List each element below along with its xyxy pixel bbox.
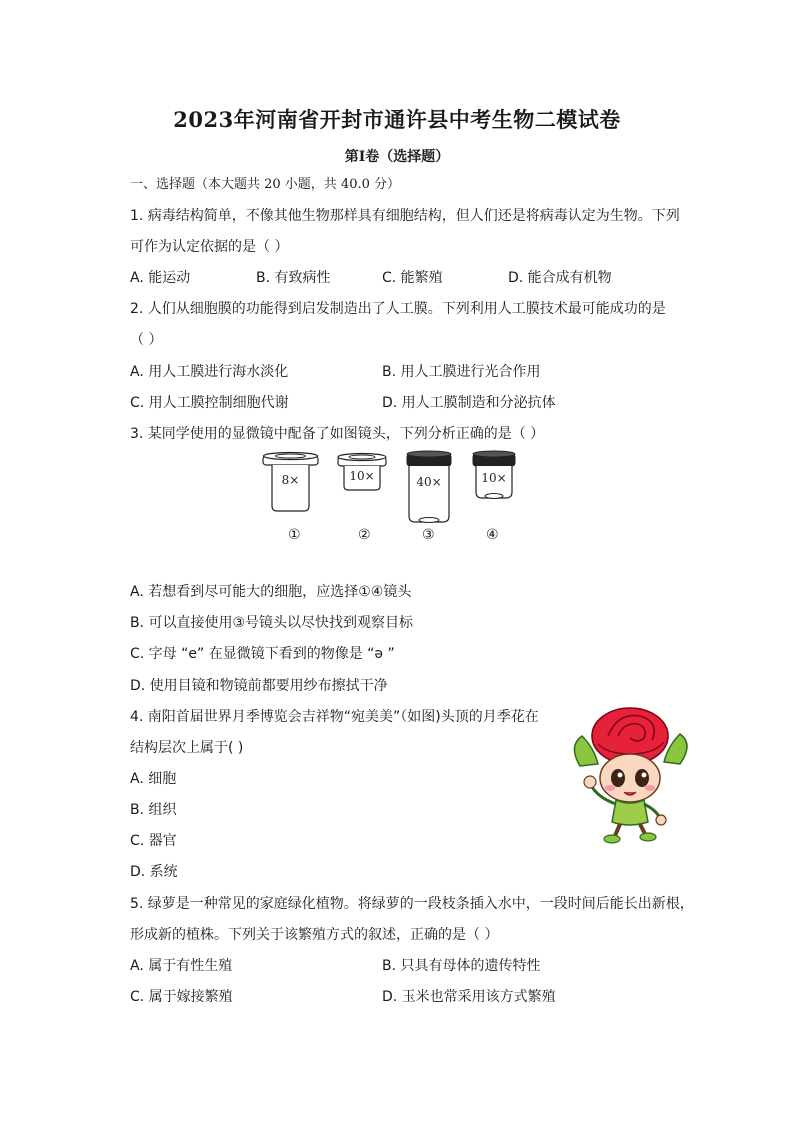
q3-stem: 3. 某同学使用的显微镜中配备了如图镜头，下列分析正确的是（ ） — [130, 426, 545, 442]
q2-option-a[interactable]: A. 用人工膜进行海水淡化 — [130, 364, 289, 380]
q1-option-b[interactable]: B. 有致病性 — [256, 270, 331, 286]
q2-option-b[interactable]: B. 用人工膜进行光合作用 — [382, 364, 541, 380]
volume-heading: 第Ⅰ卷（选择题） — [344, 149, 450, 165]
q1-option-a[interactable]: A. 能运动 — [130, 270, 191, 286]
lens-3-objective — [407, 451, 451, 523]
q4-option-d[interactable]: D. 系统 — [130, 864, 178, 880]
lens-2-number: ② — [358, 527, 371, 543]
q2-option-d[interactable]: D. 用人工膜制造和分泌抗体 — [382, 395, 556, 411]
lens-2-label: 10× — [349, 469, 375, 483]
q4-stem-line1: 4. 南阳首届世界月季博览会吉祥物“宛美美”（如图)头顶的月季花在 — [130, 709, 539, 725]
rose-mascot-image — [568, 706, 694, 844]
q3-option-c[interactable]: C. 字母 “e” 在显微镜下看到的物像是 “ə ” — [130, 646, 395, 662]
q3-option-a[interactable]: A. 若想看到尽可能大的细胞，应选择①④镜头 — [130, 584, 412, 600]
lens-3-number: ③ — [422, 527, 435, 543]
q1-stem-line2: 可作为认定依据的是（ ） — [130, 239, 289, 255]
q5-option-b[interactable]: B. 只具有母体的遗传特性 — [382, 958, 541, 974]
section-heading: 一、选择题（本大题共 20 小题，共 40.0 分） — [130, 177, 401, 192]
lens-4-objective — [473, 451, 515, 499]
page-title: 2023年河南省开封市通许县中考生物二模试卷 — [173, 107, 621, 132]
q4-stem-line2: 结构层次上属于( ) — [130, 740, 244, 756]
q5-stem-line2: 形成新的植株。下列关于该繁殖方式的叙述，正确的是（ ） — [130, 927, 499, 943]
q4-option-b[interactable]: B. 组织 — [130, 802, 177, 818]
q1-stem-line1: 1. 病毒结构简单，不像其他生物那样具有细胞结构，但人们还是将病毒认定为生物。下列 — [130, 208, 680, 224]
q5-stem-line1: 5. 绿萝是一种常见的家庭绿化植物。将绿萝的一段枝条插入水中，一段时间后能长出新根， — [130, 896, 694, 912]
q3-option-b[interactable]: B. 可以直接使用③号镜头以尽快找到观察目标 — [130, 615, 414, 631]
lens-3-label: 40× — [416, 475, 442, 489]
q2-stem-line2: （ ） — [130, 332, 163, 348]
q5-option-d[interactable]: D. 玉米也常采用该方式繁殖 — [382, 989, 556, 1005]
lens-4-label: 10× — [481, 471, 507, 485]
lens-2-eyepiece — [338, 454, 386, 491]
q2-stem-line1: 2. 人们从细胞膜的功能得到启发制造出了人工膜。下列利用人工膜技术最可能成功的是 — [130, 301, 666, 317]
q5-option-c[interactable]: C. 属于嫁接繁殖 — [130, 989, 233, 1005]
q4-option-a[interactable]: A. 细胞 — [130, 771, 177, 787]
q2-option-c[interactable]: C. 用人工膜控制细胞代谢 — [130, 395, 289, 411]
lens-1-label: 8× — [281, 473, 300, 487]
lens-1-number: ① — [288, 527, 301, 543]
lens-1-eyepiece — [263, 453, 318, 512]
q3-option-d[interactable]: D. 使用目镜和物镜前都要用纱布擦拭干净 — [130, 678, 388, 694]
q1-option-d[interactable]: D. 能合成有机物 — [508, 270, 612, 286]
q1-option-c[interactable]: C. 能繁殖 — [382, 270, 443, 286]
q4-option-c[interactable]: C. 器官 — [130, 833, 177, 849]
q5-option-a[interactable]: A. 属于有性生殖 — [130, 958, 233, 974]
lens-4-number: ④ — [486, 527, 499, 543]
